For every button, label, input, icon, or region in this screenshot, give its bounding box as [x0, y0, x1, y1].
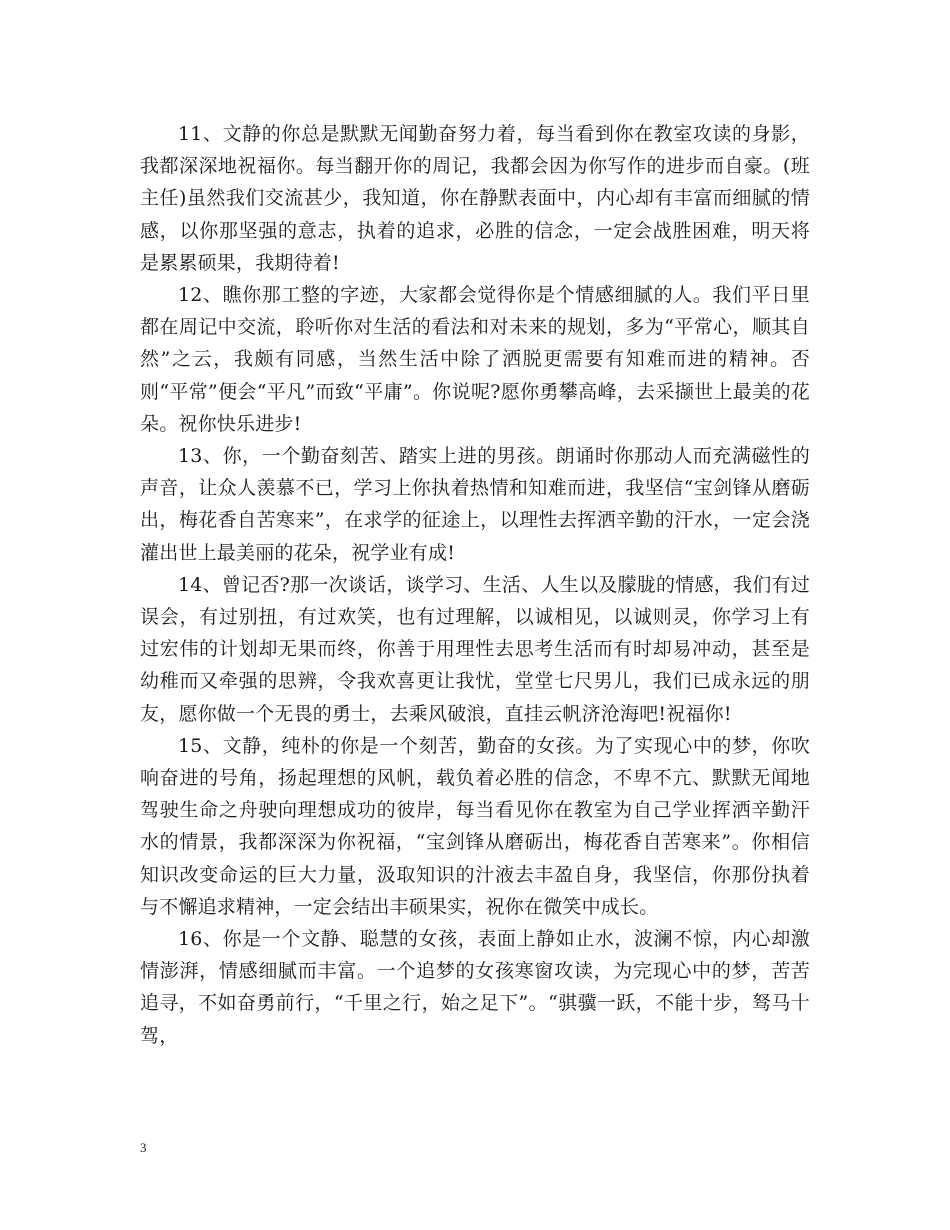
paragraph-16: 16、你是一个文静、聪慧的女孩，表面上静如止水，波澜不惊，内心却激情澎湃，情感细腻而丰富。一个追梦的女孩寒窗攻读，为完现心中的梦，苦苦追寻，不如奋勇前行，“千里之行，始之足下”。“骐骥一跃，不能十步，驽马十驾，	[140, 928, 810, 1047]
paragraph-15: 15、文静，纯朴的你是一个刻苦，勤奋的女孩。为了实现心中的梦，你吹响奋进的号角，扬起理想的风帆，载负着必胜的信念，不卑不亢、默默无闻地驾驶生命之舟驶向理想成功的彼岸，每当看见你在教室为自己学业挥洒辛勤汗水的情景，我都深深为你祝福，“宝剑锋从磨砺出，梅花香自苦寒来”。你相信知识改变命运的巨大力量，汲取知识的汁液去丰盈自身，我坚信，你那份执着与不懈追求精神，一定会结出丰硕果实，祝你在微笑中成长。	[140, 734, 810, 918]
paragraph-13: 13、你，一个勤奋刻苦、踏实上进的男孩。朗诵时你那动人而充满磁性的声音，让众人羡慕不已，学习上你执着热情和知难而进，我坚信“宝剑锋从磨砺出，梅花香自苦寒来”，在求学的征途上，以理性去挥洒辛勤的汗水，一定会浇灌出世上最美丽的花朵，祝学业有成!	[140, 445, 810, 564]
paragraph-12: 12、瞧你那工整的字迹，大家都会觉得你是个情感细腻的人。我们平日里都在周记中交流，聆听你对生活的看法和对未来的规划，多为“平常心，顺其自然”之云，我颇有同感，当然生活中除了洒脱更需要有知难而进的精神。否则“平常”便会“平凡”而致“平庸”。你说呢?愿你勇攀高峰，去采撷世上最美的花朵。祝你快乐进步!	[140, 284, 810, 435]
paragraph-11: 11、文静的你总是默默无闻勤奋努力着，每当看到你在教室攻读的身影，我都深深地祝福你。每当翻开你的周记，我都会因为你写作的进步而自豪。(班主任)虽然我们交流甚少，我知道，你在静默表面中，内心却有丰富而细腻的情感，以你那坚强的意志，执着的追求，必胜的信念，一定会战胜困难，明天将是累累硕果，我期待着!	[140, 123, 810, 274]
page-number: 3	[140, 1140, 147, 1155]
document-body	[140, 118, 810, 1052]
paragraph-14: 14、曾记否?那一次谈话，谈学习、生活、人生以及朦胧的情感，我们有过误会，有过别扭，有过欢笑，也有过理解，以诚相见，以诚则灵，你学习上有过宏伟的计划却无果而终，你善于用理性去思考生活而有时却易冲动，甚至是幼稚而又牵强的思辨，令我欢喜更让我忧，堂堂七尺男儿，我们已成永远的朋友，愿你做一个无畏的勇士，去乘风破浪，直挂云帆济沧海吧!祝福你!	[140, 573, 810, 725]
